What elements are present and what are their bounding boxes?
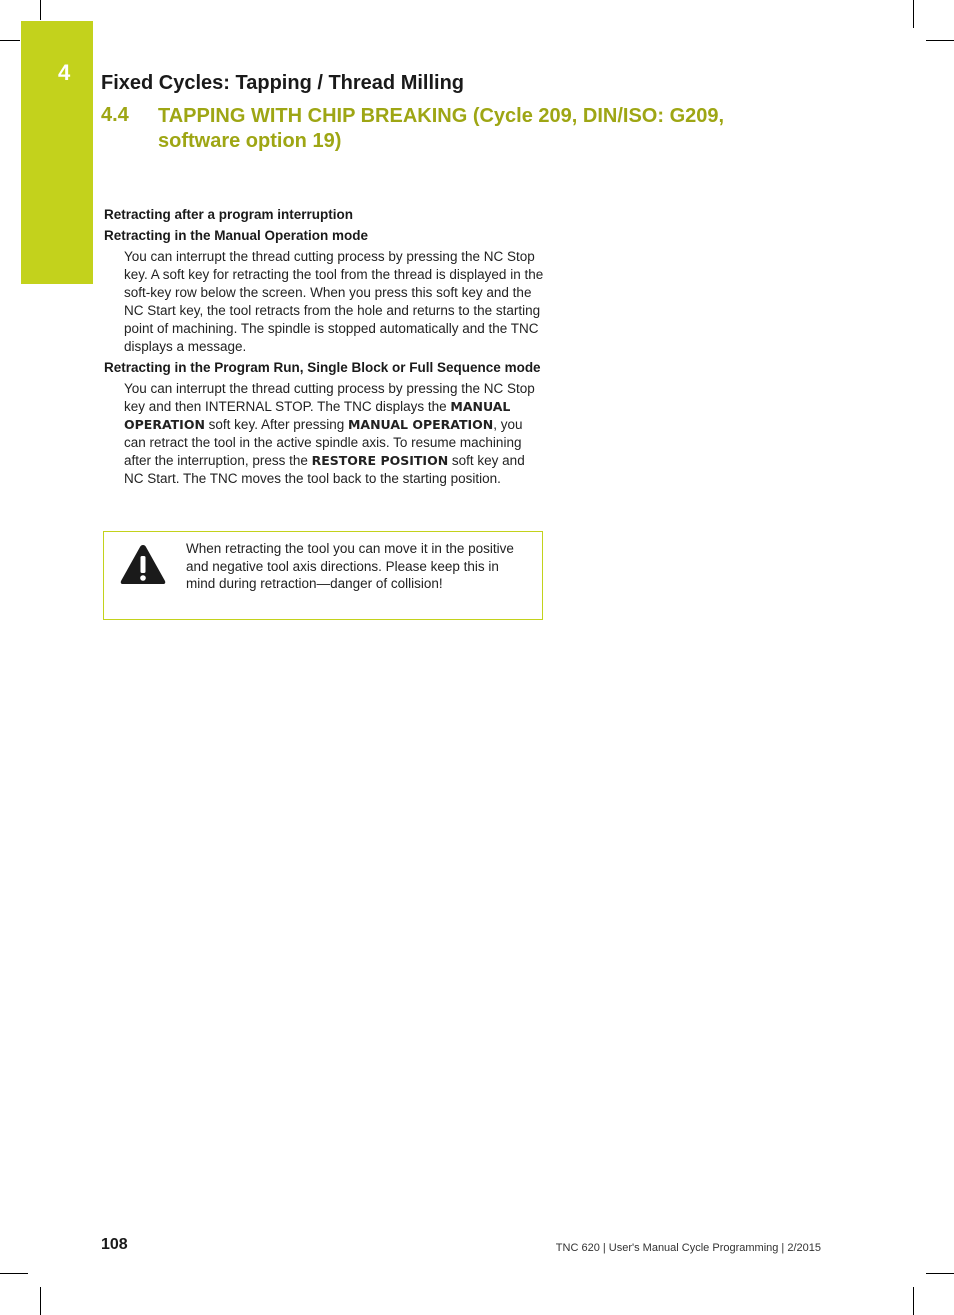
text-segment: soft key. After pressing xyxy=(204,417,348,432)
chapter-number: 4 xyxy=(58,60,71,85)
main-content xyxy=(104,206,544,491)
chapter-title: Fixed Cycles: Tapping / Thread Milling xyxy=(101,72,465,94)
warning-triangle-icon xyxy=(119,543,167,587)
section-number: 4.4 xyxy=(101,104,129,126)
crop-mark xyxy=(40,1287,41,1315)
text-segment: You can interrupt the thread cutting process by pressing the NC Stop key and then INTERNAL STOP. The TNC displays the xyxy=(124,381,535,414)
crop-mark xyxy=(40,0,41,20)
warning-box xyxy=(103,531,543,620)
heading-program-run: Retracting in the Program Run, Single Block or Full Sequence mode xyxy=(104,360,541,375)
crop-mark xyxy=(913,0,914,28)
crop-mark xyxy=(926,40,954,41)
softkey-manual-operation-2: MANUAL OPERATION xyxy=(347,417,494,432)
crop-mark xyxy=(913,1287,914,1315)
crop-mark xyxy=(926,1273,954,1274)
heading-manual-mode: Retracting in the Manual Operation mode xyxy=(104,228,369,243)
page-number: 108 xyxy=(101,1236,128,1253)
crop-mark xyxy=(0,1273,28,1274)
crop-mark xyxy=(0,40,20,41)
section-title: TAPPING WITH CHIP BREAKING (Cycle 209, DIN/ISO: G209, software option 19) xyxy=(158,105,725,152)
softkey-restore-position: RESTORE POSITION xyxy=(311,453,449,468)
heading-retract-interruption: Retracting after a program interruption xyxy=(104,207,354,222)
paragraph-manual-mode: You can interrupt the thread cutting process by pressing the NC Stop key. A soft key for retracting the tool from the thread is displayed in the soft-key row below the screen. When you press this soft key and the NC Start key, the tool retracts from the hole and returns to the starting point of machining. The spindle is stopped automatically and the TNC displays a message. xyxy=(124,249,544,354)
text-segment: , you can retract the tool in the active spindle axis. To resume machining after the interruption, press the xyxy=(124,417,523,468)
footer-text: TNC 620 | User's Manual Cycle Programming | 2/2015 xyxy=(555,1242,821,1254)
softkey-manual-operation: MANUAL OPERATION xyxy=(124,399,511,432)
text-segment: soft key and NC Start. The TNC moves the tool back to the starting position. xyxy=(124,453,525,486)
paragraph-program-run xyxy=(124,380,544,488)
chapter-tab xyxy=(21,21,93,284)
warning-text: When retracting the tool you can move it in the positive and negative tool axis directions. Please keep this in mind during retraction—danger of collision! xyxy=(186,541,514,591)
